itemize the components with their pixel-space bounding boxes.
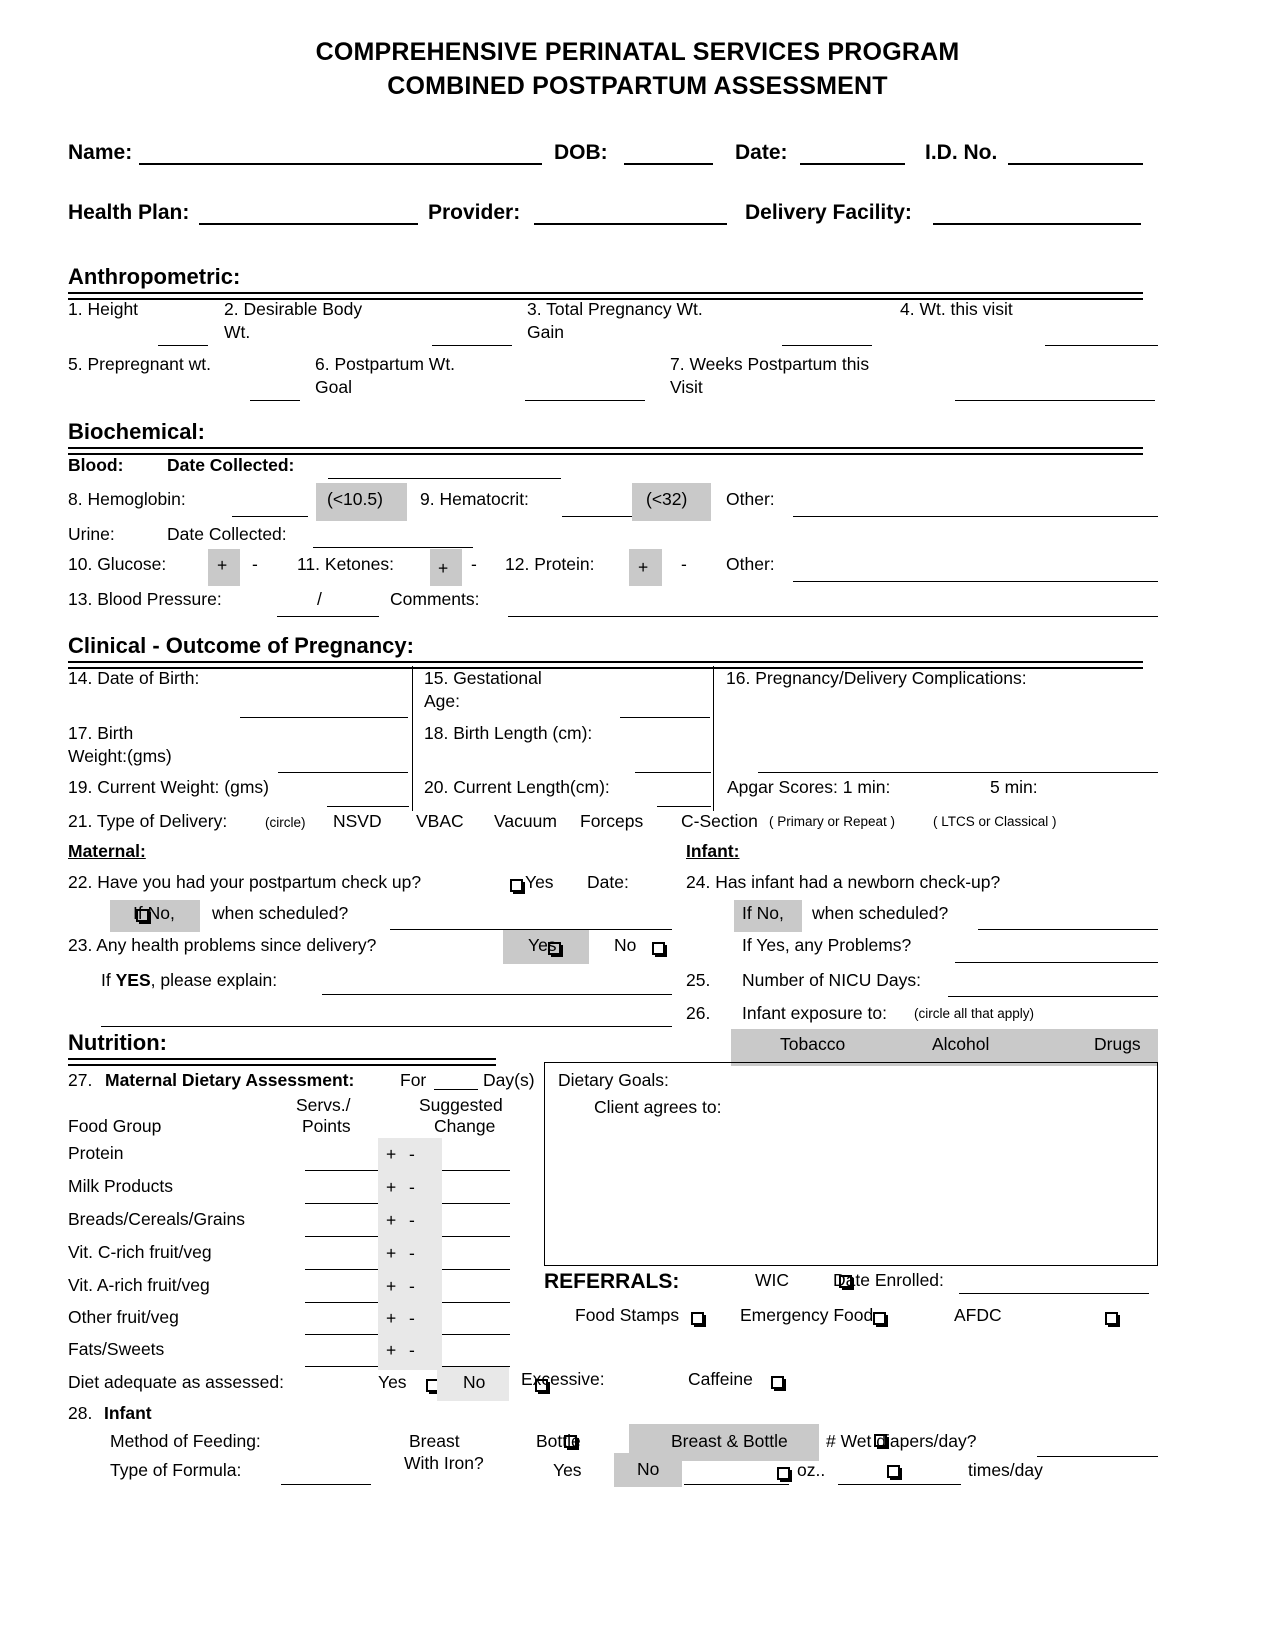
health-problems-no-label: No: [614, 935, 637, 955]
biochemical-heading: Biochemical:: [68, 419, 205, 444]
breads-servs-input[interactable]: [305, 1236, 378, 1237]
health-problems-explain-label: If YES, please explain:: [101, 970, 278, 990]
current-length-label: 20. Current Length(cm):: [424, 777, 610, 797]
protein-plus[interactable]: +: [386, 1144, 397, 1164]
wet-diapers-label: # Wet diapers/day?: [826, 1431, 977, 1451]
blood-other-input[interactable]: [793, 516, 1158, 517]
dietary-goals-box: [544, 1062, 1158, 1266]
infant-feeding-heading: Infant: [104, 1403, 152, 1423]
date-of-birth-label: 14. Date of Birth:: [68, 668, 200, 688]
form-title-line1: COMPREHENSIVE PERINATAL SERVICES PROGRAM: [315, 38, 960, 66]
birth-length-label: 18. Birth Length (cm):: [424, 723, 593, 743]
infant-exposure-note: (circle all that apply): [914, 1006, 1035, 1021]
wt-this-visit-label: 4. Wt. this visit: [900, 299, 1013, 319]
food-group-vita: Vit. A-rich fruit/veg: [68, 1275, 210, 1295]
delivery-option-csection[interactable]: C-Section: [681, 811, 758, 831]
health-plan-input[interactable]: [199, 223, 418, 225]
wic-label: WIC: [755, 1270, 790, 1290]
food-group-vitc: Vit. C-rich fruit/veg: [68, 1242, 212, 1262]
prepregnant-wt-input[interactable]: [250, 400, 300, 401]
urine-date-collected-input[interactable]: [313, 547, 473, 548]
desirable-body-wt-label-line1: 2. Desirable Body: [224, 299, 363, 319]
vitc-change-input[interactable]: [442, 1269, 510, 1270]
suggested-change-header-line2: Change: [434, 1116, 496, 1136]
infant-problems-input[interactable]: [955, 962, 1158, 963]
gestational-age-label-line2: Age:: [424, 691, 460, 711]
form-title: [0, 36, 1275, 104]
birth-weight-label-line1: 17. Birth: [68, 723, 134, 743]
total-pregnancy-wt-gain-label-line2: Gain: [527, 322, 564, 342]
prepregnant-wt-label: 5. Prepregnant wt.: [68, 354, 211, 374]
food-group-otherfruit: Other fruit/veg: [68, 1307, 179, 1327]
protein-label: 12. Protein:: [505, 554, 595, 574]
total-pregnancy-wt-gain-input[interactable]: [782, 345, 872, 346]
delivery-option-vacuum[interactable]: Vacuum: [494, 811, 557, 831]
urine-label: Urine:: [68, 524, 115, 544]
total-pregnancy-wt-gain-label-line1: 3. Total Pregnancy Wt.: [527, 299, 703, 319]
clinical-col-divider-2: [713, 666, 714, 811]
hemoglobin-input[interactable]: [232, 516, 308, 517]
date-input[interactable]: [800, 163, 905, 165]
health-problems-explain-input-1[interactable]: [322, 994, 672, 995]
oz-label: oz..: [797, 1460, 826, 1480]
date-enrolled-label: Date Enrolled:: [833, 1270, 944, 1290]
hematocrit-flag: (<32): [646, 489, 688, 509]
provider-input[interactable]: [534, 223, 727, 225]
current-weight-input[interactable]: [327, 806, 409, 807]
iron-yes-label: Yes: [553, 1460, 582, 1480]
food-stamps-label: Food Stamps: [575, 1305, 680, 1325]
csection-primary-repeat-note: ( Primary or Repeat ): [769, 814, 896, 829]
bp-comments-input[interactable]: [508, 616, 1158, 617]
otherfruit-change-input[interactable]: [442, 1334, 510, 1335]
times-per-day-input[interactable]: [838, 1484, 961, 1485]
vitc-minus[interactable]: -: [409, 1243, 415, 1263]
vitc-plus[interactable]: +: [386, 1243, 397, 1263]
caffeine-label: Caffeine: [688, 1369, 753, 1389]
iron-yes-checkbox[interactable]: [777, 1467, 790, 1480]
diet-adequate-yes-label: Yes: [378, 1372, 407, 1392]
breads-plus[interactable]: +: [386, 1210, 397, 1230]
postpartum-wt-goal-label-line2: Goal: [315, 377, 352, 397]
infant-exposure-label: Infant exposure to:: [742, 1003, 887, 1023]
protein-plus[interactable]: +: [638, 557, 649, 577]
type-of-delivery-circle-note: (circle): [265, 815, 306, 830]
dietary-assessment-for: For: [400, 1070, 427, 1090]
vita-servs-input[interactable]: [305, 1302, 378, 1303]
dietary-assessment-number: 27.: [68, 1070, 93, 1090]
referrals-heading: REFERRALS:: [544, 1270, 680, 1293]
diet-adequate-no-label: No: [463, 1372, 486, 1392]
protein-change-input[interactable]: [442, 1170, 510, 1171]
breads-minus[interactable]: -: [409, 1210, 415, 1230]
servs-points-header-line1: Servs./: [296, 1095, 351, 1115]
breast-and-bottle-label: Breast & Bottle: [671, 1431, 788, 1451]
diet-adequate-label: Diet adequate as assessed:: [68, 1372, 284, 1392]
client-agrees-label: Client agrees to:: [594, 1097, 722, 1117]
vita-plus[interactable]: +: [386, 1276, 397, 1296]
birth-weight-input[interactable]: [278, 772, 408, 773]
maternal-when-scheduled-label: when scheduled?: [212, 903, 349, 923]
nicu-days-label: Number of NICU Days:: [742, 970, 921, 990]
infant-problems-label: If Yes, any Problems?: [742, 935, 912, 955]
blood-pressure-input[interactable]: [277, 616, 379, 617]
glucose-label: 10. Glucose:: [68, 554, 167, 574]
blood-label: Blood:: [68, 455, 124, 475]
postpartum-checkup-yes-checkbox[interactable]: [510, 879, 523, 892]
height-label: 1. Height: [68, 299, 139, 319]
hematocrit-input[interactable]: [562, 516, 635, 517]
exposure-tobacco[interactable]: Tobacco: [780, 1034, 846, 1054]
current-weight-label: 19. Current Weight: (gms): [68, 777, 269, 797]
delivery-option-forceps[interactable]: Forceps: [580, 811, 644, 831]
nicu-days-number: 25.: [686, 970, 711, 990]
dietary-assessment-days-label: Day(s): [483, 1070, 535, 1090]
milk-minus[interactable]: -: [409, 1177, 415, 1197]
health-plan-label: Health Plan:: [68, 201, 190, 224]
health-problems-no-checkbox[interactable]: [652, 942, 665, 955]
delivery-facility-label: Delivery Facility:: [745, 201, 912, 224]
vita-minus[interactable]: -: [409, 1276, 415, 1296]
breads-change-input[interactable]: [442, 1236, 510, 1237]
clinical-heading: Clinical - Outcome of Pregnancy:: [68, 633, 414, 658]
type-of-formula-label: Type of Formula:: [110, 1460, 242, 1480]
vita-change-input[interactable]: [442, 1302, 510, 1303]
date-label: Date:: [735, 141, 788, 164]
hematocrit-label: 9. Hematocrit:: [420, 489, 529, 509]
gestational-age-label-line1: 15. Gestational: [424, 668, 542, 688]
weeks-postpartum-label-line1: 7. Weeks Postpartum this: [670, 354, 870, 374]
with-iron-label: With Iron?: [404, 1453, 484, 1473]
fats-servs-input[interactable]: [305, 1366, 378, 1367]
gestational-age-input[interactable]: [620, 717, 710, 718]
nutrition-heading: Nutrition:: [68, 1030, 167, 1055]
postpartum-wt-goal-label-line1: 6. Postpartum Wt.: [315, 354, 456, 374]
postpartum-wt-goal-input[interactable]: [525, 400, 645, 401]
health-problems-explain-input-2[interactable]: [101, 1026, 672, 1027]
iron-no-checkbox[interactable]: [887, 1465, 900, 1478]
protein-minus[interactable]: -: [409, 1144, 415, 1164]
infant-when-scheduled-input[interactable]: [978, 929, 1158, 930]
exposure-drugs[interactable]: Drugs: [1094, 1034, 1141, 1054]
current-length-input[interactable]: [657, 806, 711, 807]
anthropometric-heading: Anthropometric:: [68, 264, 241, 289]
food-group-breads: Breads/Cereals/Grains: [68, 1209, 246, 1229]
complications-input[interactable]: [758, 772, 1158, 773]
method-of-feeding-label: Method of Feeding:: [110, 1431, 261, 1451]
desirable-body-wt-label-line2: Wt.: [224, 322, 251, 342]
desirable-body-wt-input[interactable]: [432, 345, 512, 346]
otherfruit-plus[interactable]: +: [386, 1308, 397, 1328]
otherfruit-servs-input[interactable]: [305, 1334, 378, 1335]
food-group-header: Food Group: [68, 1116, 162, 1136]
exposure-alcohol[interactable]: Alcohol: [932, 1034, 990, 1054]
id-no-input[interactable]: [1008, 163, 1143, 165]
id-no-label: I.D. No.: [925, 141, 998, 164]
infant-feeding-number: 28.: [68, 1403, 93, 1423]
blood-date-collected-label: Date Collected:: [167, 455, 295, 475]
maternal-heading: Maternal:: [68, 841, 146, 861]
blood-other-label: Other:: [726, 489, 775, 509]
excessive-label: Excessive:: [521, 1369, 605, 1389]
nutrition-divider: [68, 1058, 496, 1066]
infant-ifno-label: If No,: [742, 903, 784, 923]
postpartum-checkup-date-label: Date:: [587, 872, 629, 892]
protein-minus[interactable]: -: [681, 554, 687, 574]
food-group-protein: Protein: [68, 1143, 124, 1163]
caffeine-checkbox[interactable]: [771, 1376, 784, 1389]
apgar-1min-label: Apgar Scores: 1 min:: [727, 777, 891, 797]
form-title-line2: COMBINED POSTPARTUM ASSESSMENT: [387, 71, 888, 100]
otherfruit-minus[interactable]: -: [409, 1308, 415, 1328]
biochemical-divider: [68, 447, 1143, 455]
urine-other-input[interactable]: [793, 581, 1158, 582]
iron-no-label: No: [637, 1459, 660, 1479]
protein-servs-input[interactable]: [305, 1170, 378, 1171]
fats-minus[interactable]: -: [409, 1340, 415, 1360]
date-enrolled-input[interactable]: [959, 1293, 1149, 1294]
hemoglobin-label: 8. Hemoglobin:: [68, 489, 186, 509]
glucose-plus[interactable]: +: [217, 555, 228, 575]
height-input[interactable]: [158, 345, 208, 346]
blood-pressure-label: 13. Blood Pressure:: [68, 589, 222, 609]
ketones-label: 11. Ketones:: [297, 554, 394, 574]
weeks-postpartum-label-line2: Visit: [670, 377, 703, 397]
emergency-food-label: Emergency Food: [740, 1305, 874, 1325]
csection-ltcs-classical-note: ( LTCS or Classical ): [933, 814, 1057, 829]
type-of-formula-input[interactable]: [281, 1484, 371, 1485]
blood-pressure-slash: /: [317, 589, 322, 609]
clinical-col-divider-1: [412, 666, 413, 811]
apgar-5min-label: 5 min:: [990, 777, 1038, 797]
servs-points-header-line2: Points: [302, 1116, 351, 1136]
bp-comments-label: Comments:: [390, 589, 480, 609]
food-group-fats: Fats/Sweets: [68, 1339, 165, 1359]
wet-diapers-input[interactable]: [1037, 1456, 1158, 1457]
food-group-milk: Milk Products: [68, 1176, 174, 1196]
dietary-assessment-label: Maternal Dietary Assessment:: [105, 1070, 355, 1090]
afdc-checkbox[interactable]: [1105, 1312, 1118, 1325]
milk-servs-input[interactable]: [305, 1203, 378, 1204]
suggested-change-header-line1: Suggested: [419, 1095, 503, 1115]
birth-length-input[interactable]: [635, 772, 711, 773]
times-day-label: times/day: [968, 1460, 1043, 1480]
food-stamps-checkbox[interactable]: [691, 1312, 704, 1325]
hemoglobin-flag: (<10.5): [327, 489, 383, 509]
newborn-checkup-label: 24. Has infant had a newborn check-up?: [686, 872, 1001, 892]
bottle-label: Bottle: [536, 1431, 581, 1451]
infant-heading: Infant:: [686, 841, 740, 861]
dob-input[interactable]: [624, 163, 713, 165]
dietary-assessment-days-input[interactable]: [434, 1089, 478, 1090]
date-of-birth-input[interactable]: [240, 717, 408, 718]
name-input[interactable]: [139, 163, 542, 165]
complications-label: 16. Pregnancy/Delivery Complications:: [726, 668, 1027, 688]
dob-label: DOB:: [554, 141, 608, 164]
blood-date-collected-input[interactable]: [328, 478, 561, 479]
urine-date-collected-label: Date Collected:: [167, 524, 287, 544]
dietary-goals-title: Dietary Goals:: [558, 1070, 669, 1090]
delivery-option-vbac[interactable]: VBAC: [416, 811, 464, 831]
breast-label: Breast: [409, 1431, 460, 1451]
nicu-days-input[interactable]: [948, 996, 1158, 997]
milk-plus[interactable]: +: [386, 1177, 397, 1197]
maternal-ifno-label: If No,: [133, 903, 175, 923]
afdc-label: AFDC: [954, 1305, 1002, 1325]
infant-when-scheduled-label: when scheduled?: [812, 903, 949, 923]
weeks-postpartum-input[interactable]: [955, 400, 1155, 401]
ketones-minus[interactable]: -: [471, 554, 477, 574]
postpartum-checkup-yes-label: Yes: [525, 872, 554, 892]
fats-plus[interactable]: +: [386, 1340, 397, 1360]
vitc-servs-input[interactable]: [305, 1269, 378, 1270]
glucose-minus[interactable]: -: [252, 554, 258, 574]
milk-change-input[interactable]: [442, 1203, 510, 1204]
urine-other-label: Other:: [726, 554, 775, 574]
emergency-food-checkbox[interactable]: [873, 1312, 886, 1325]
type-of-delivery-label: 21. Type of Delivery:: [68, 811, 228, 831]
health-problems-label: 23. Any health problems since delivery?: [68, 935, 377, 955]
health-problems-yes-label: Yes: [528, 935, 557, 955]
ketones-plus[interactable]: +: [438, 558, 449, 578]
birth-weight-label-line2: Weight:(gms): [68, 746, 172, 766]
postpartum-checkup-label: 22. Have you had your postpartum check up?: [68, 872, 422, 892]
infant-exposure-number: 26.: [686, 1003, 711, 1023]
provider-label: Provider:: [428, 201, 521, 224]
delivery-facility-input[interactable]: [933, 223, 1141, 225]
name-label: Name:: [68, 141, 133, 164]
wt-this-visit-input[interactable]: [1045, 345, 1158, 346]
delivery-option-nsvd[interactable]: NSVD: [333, 811, 382, 831]
formula-oz-input[interactable]: [684, 1484, 789, 1485]
